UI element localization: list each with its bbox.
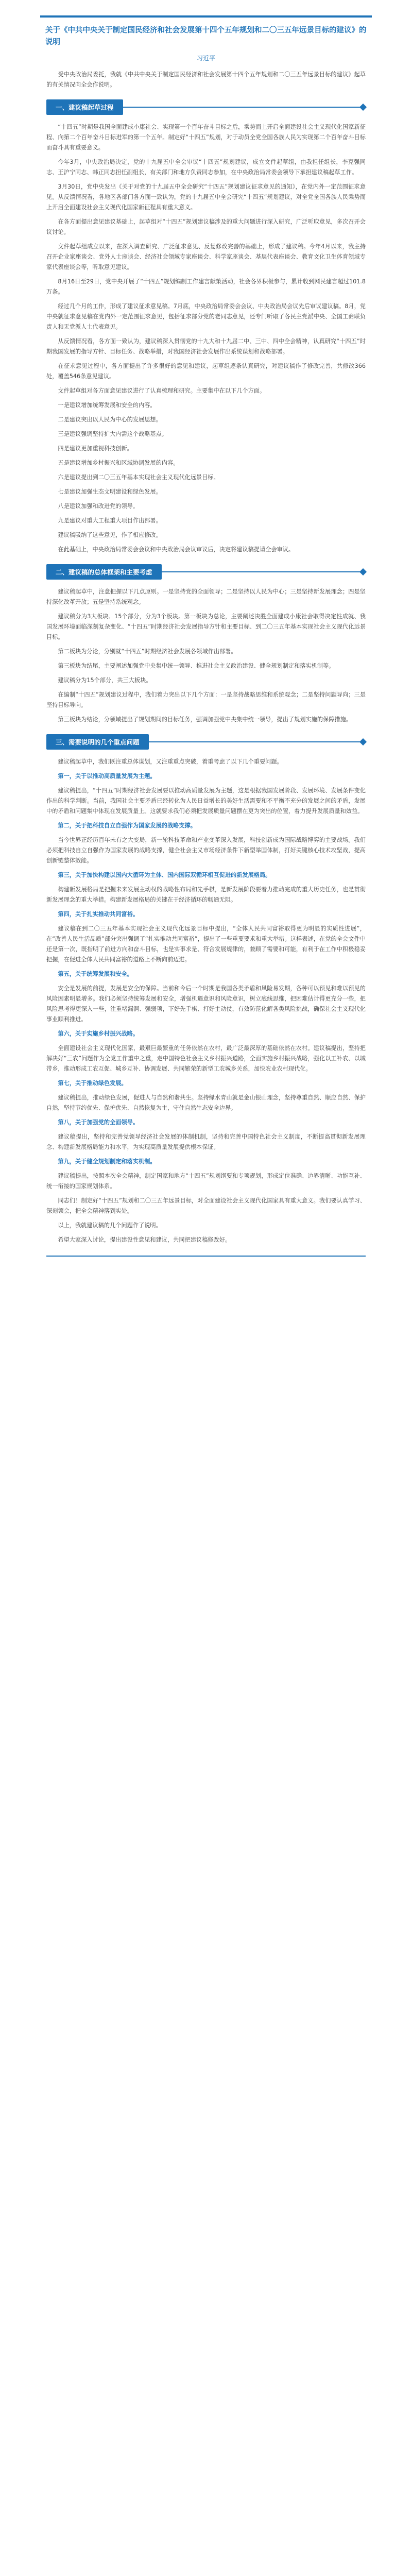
divider <box>149 741 362 742</box>
paragraph: 八是建议加强和改进党的领导。 <box>58 503 139 510</box>
paragraph: 建议稿起草中，注意把握以下几点原则。一是坚持党的全面领导；二是坚持以人民为中心；三是坚持新发展理念；四是坚持深化改革开放；五是坚持系统观念。 <box>46 588 366 605</box>
paragraph: 第六，关于实施乡村振兴战略。 <box>58 1030 139 1037</box>
paragraph: 第四，关于扎实推动共同富裕。 <box>58 911 139 918</box>
paragraph: 第三，关于加快构建以国内大循环为主体、国内国际双循环相互促进的新发展格局。 <box>58 872 271 878</box>
section-title: 三、需要说明的几个重点问题 <box>46 734 149 750</box>
paragraph: 经过几个月的工作，形成了建议征求意见稿。7月底，中央政治局常委会会议、中央政治局会议先后审议建议稿。8月，党中央就征求意见稿在党内外一定范围征求意见，包括征求部分党的老同志意见，还专门听取了各民主党派中央、全国工商联负责人和无党派人士代表意见。 <box>46 303 366 330</box>
diamond-icon <box>359 568 367 575</box>
paragraph: 在编制“十四五”规划建议过程中，我们着力突出以下几个方面：一是坚持战略思维和系统观念；二是坚持问题导向；三是坚持目标导向。 <box>46 691 366 708</box>
paragraph: 希望大家深入讨论，提出建设性意见和建议，共同把建议稿修改好。 <box>58 1236 231 1243</box>
paragraph: 以上，我就建议稿的几个问题作了说明。 <box>58 1222 162 1229</box>
author: 习近平 <box>196 55 215 62</box>
paragraph: 一是建议增加统筹发展和安全的内容。 <box>58 402 156 409</box>
paragraph: 七是建议加强生态文明建设和绿色发展。 <box>58 488 162 495</box>
divider <box>162 571 362 572</box>
paragraph: “十四五”时期是我国全面建成小康社会、实现第一个百年奋斗目标之后，乘势而上开启全面建设社会主义现代化国家新征程、向第二个百年奋斗目标进军的第一个五年。制定好“十四五”规划，对于动员全党全国各族人民为实现第二个百年奋斗目标而奋斗具有重要意义。 <box>46 124 366 151</box>
paragraph: 建议稿吸纳了这些意见，作了相应修改。 <box>58 532 162 538</box>
paragraph: 全面建设社会主义现代化国家，最艰巨最繁重的任务依然在农村，最广泛最深厚的基础依然在农村。建议稿提出，坚持把解决好“三农”问题作为全党工作重中之重，走中国特色社会主义乡村振兴道路，全面实施乡村振兴战略，强化以工补农、以城带乡，推动形成工农互促、城乡互补、协调发展、共同繁荣的新型工农城乡关系，加快农业农村现代化。 <box>46 1045 366 1072</box>
paragraph: 8月16日至29日，党中央开展了“十四五”规划编制工作建言献策活动，社会各界积极参与，累计收到网民建言超过101.8万条。 <box>46 278 366 295</box>
diamond-icon <box>359 104 367 111</box>
title-box <box>45 25 367 62</box>
top-accent-rule <box>40 15 372 18</box>
paragraph: 第二，关于把科技自立自强作为国家发展的战略支撑。 <box>58 822 196 829</box>
article-title: 关于《中共中央关于制定国民经济和社会发展第十四个五年规划和二〇三五年远景目标的建议》的说明 <box>45 26 367 46</box>
article-meta <box>45 54 367 62</box>
section-title: 一、建议稿起草过程 <box>46 99 123 115</box>
paragraph: 安全是发展的前提，发展是安全的保障。当前和今后一个时期是我国各类矛盾和风险易发期，各种可以预见和难以预见的风险因素明显增多。我们必须坚持统筹发展和安全，增强机遇意识和风险意识，树立底线思维，把困难估计得更充分一些，把风险思考得更深入一些，注重堵漏洞、强弱项，下好先手棋、打好主动仗，有效防范化解各类风险挑战，确保社会主义现代化事业顺利推进。 <box>46 985 366 1023</box>
paragraph: 建议稿提出，按照本次全会精神，制定国家和地方“十四五”规划纲要和专项规划，形成定位准确、边界清晰、功能互补、统一衔接的国家规划体系。 <box>46 1173 366 1190</box>
paragraph: 六是建议提出到二〇三五年基本实现社会主义现代化远景目标。 <box>58 474 219 481</box>
article-page <box>40 0 372 2576</box>
section-heading-1 <box>46 99 366 115</box>
paragraph: 四是建议更加重视科技创新。 <box>58 445 133 452</box>
paragraph: 在此基础上，中央政治局常委会会议和中央政治局会议审议后，决定将建议稿提请全会审议。 <box>58 546 295 553</box>
paragraph: 文件起草组成立以来，在深入调查研究、广泛征求意见、反复修改完善的基础上，形成了建议稿。今年4月以来，我主持召开企业家座谈会、党外人士座谈会、经济社会领域专家座谈会、科学家座谈会、基层代表座谈会、教育文化卫生体育领域专家代表座谈会等，听取意见建议。 <box>46 243 366 270</box>
section-heading-3 <box>46 734 366 750</box>
paragraph: 建议稿在到二〇三五年基本实现社会主义现代化远景目标中提出，“全体人民共同富裕取得更为明显的实质性进展”，在“改善人民生活品质”部分突出强调了“扎实推动共同富裕”，提出了一些重要要求和重大举措。这样表述，在党的全会文件中还是第一次，既指明了前进方向和奋斗目标，也是实事求是、符合发展规律的，兼顾了需要和可能，有利于在工作中积极稳妥把握，在促进全体人民共同富裕的道路上不断向前迈进。 <box>46 925 366 963</box>
paragraph: 第九，关于健全规划制定和落实机制。 <box>58 1158 156 1165</box>
paragraph: 建议稿分为15个部分，共三大板块。 <box>58 677 152 684</box>
section-1-body <box>46 122 366 555</box>
paragraph: 第二板块为分论，分别就“十四五”时期经济社会发展各领域作出部署。 <box>58 648 237 655</box>
paragraph: 在征求意见过程中，各方面提出了许多很好的意见和建议，起草组逐条认真研究，对建议稿作了修改完善，共修改366处，覆盖546条意见建议。 <box>46 363 366 380</box>
paragraph: 三是建议强调坚持扩大内需这个战略基点。 <box>58 431 167 437</box>
paragraph: 同志们！制定好“十四五”规划和二〇三五年远景目标，对全面建设社会主义现代化国家具有重大意义。我们要认真学习、深刻领会，把全会精神落到实处。 <box>46 1197 366 1214</box>
paragraph: 二是建议突出以人民为中心的发展思想。 <box>58 416 162 423</box>
paragraph: 建议稿分为3大板块、15个部分，分为3个板块。第一板块为总论，主要阐述决胜全面建成小康社会取得决定性成就、我国发展环境面临深刻复杂变化、“十四五”时期经济社会发展指导方针和主要目标、到二〇三五年基本实现社会主义现代化远景目标。 <box>46 613 366 640</box>
paragraph: 九是建议对重大工程重大项目作出部署。 <box>58 517 162 524</box>
paragraph: 在各方面提出意见建议基础上，起草组对“十四五”规划建议稿涉及的重大问题进行深入研究，广泛听取意见，多次召开会议讨论。 <box>46 218 366 235</box>
divider <box>123 107 362 108</box>
paragraph: 受中央政治局委托，我就《中共中央关于制定国民经济和社会发展第十四个五年规划和二〇三五年远景目标的建议》起草的有关情况向全会作说明。 <box>46 71 366 88</box>
paragraph: 构建新发展格局是把握未来发展主动权的战略性布局和先手棋，是新发展阶段要着力推动完成的重大历史任务，也是贯彻新发展理念的重大举措。构建新发展格局的关键在于经济循环的畅通无阻。 <box>46 886 366 903</box>
paragraph: 第八，关于加强党的全面领导。 <box>58 1119 139 1126</box>
paragraph: 建议稿提出，坚持和完善党领导经济社会发展的体制机制，坚持和完善中国特色社会主义制度，不断提高贯彻新发展理念、构建新发展格局能力和水平，为实现高质量发展提供根本保证。 <box>46 1133 366 1150</box>
paragraph: 五是建议增加乡村振兴和区域协调发展的内容。 <box>58 460 179 466</box>
diamond-icon <box>359 738 367 745</box>
paragraph: 从反馈情况看，各方面一致认为，建议稿深入贯彻党的十九大和十九届二中、三中、四中全会精神，认真研究“十四五”时期我国发展的指导方针、目标任务、战略举措，对我国经济社会发展作出系统谋划和战略部署。 <box>46 338 366 355</box>
intro <box>46 70 366 90</box>
paragraph: 3月30日，党中央发出《关于对党的十九届五中全会研究“十四五”规划建议征求意见的通知》，在党内外一定范围征求意见。从反馈情况看，各地区各部门各方面一致认为，党的十九届五中全会研究“十四五”规划建议，对全党全国各族人民乘势而上开启全面建设社会主义现代化国家新征程具有重大意义。 <box>46 183 366 211</box>
section-title: 二、建议稿的总体框架和主要考虑 <box>46 564 162 580</box>
section-2-body <box>46 587 366 725</box>
paragraph: 建议稿提出，“十四五”时期经济社会发展要以推动高质量发展为主题，这是根据我国发展阶段、发展环境、发展条件变化作出的科学判断。当前，我国社会主要矛盾已经转化为人民日益增长的美好生活需要和不平衡不充分的发展之间的矛盾，发展中的矛盾和问题集中体现在发展质量上。这就要求我们必须把发展质量问题摆在更为突出的位置，着力提升发展质量和效益。 <box>46 787 366 815</box>
paragraph: 第五，关于统筹发展和安全。 <box>58 971 133 977</box>
section-3-body <box>46 757 366 1245</box>
paragraph: 第三板块为结论，分领域提出了规划期间的目标任务，强调加强党中央集中统一领导，提出了规划实施的保障措施。 <box>58 716 352 723</box>
paragraph: 第七，关于推动绿色发展。 <box>58 1080 127 1087</box>
paragraph: 当今世界正经历百年未有之大变局，新一轮科技革命和产业变革深入发展，科技创新成为国际战略博弈的主要战场。我们必须把科技自立自强作为国家发展的战略支撑，健全社会主义市场经济条件下新型举国体制，打好关键核心技术攻坚战，提高创新链整体效能。 <box>46 837 366 864</box>
paragraph: 文件起草组对各方面意见建议进行了认真梳理和研究。主要集中在以下几个方面。 <box>58 387 266 394</box>
article-content <box>46 70 366 1245</box>
paragraph: 建议稿提出，推动绿色发展，促进人与自然和谐共生。坚持绿水青山就是金山银山理念，坚持尊重自然、顺应自然、保护自然，坚持节约优先、保护优先、自然恢复为主，守住自然生态安全边界。 <box>46 1094 366 1111</box>
end-rule <box>46 1256 366 1257</box>
paragraph: 今年3月，中央政治局决定，党的十九届五中全会审议“十四五”规划建议，成立文件起草组，由我担任组长，李克强同志、王沪宁同志、韩正同志担任副组长，有关部门和地方负责同志参加，在中央政治局常委会领导下承担建议稿起草工作。 <box>46 159 366 176</box>
paragraph: 建议稿起草中，我们既注重总体谋划，又注重重点突破，着重考虑了以下几个重要问题。 <box>58 758 283 765</box>
section-heading-2 <box>46 564 366 580</box>
paragraph: 第三板块为结尾，主要阐述加强党中央集中统一领导、推进社会主义政治建设、健全规划制定和落实机制等。 <box>58 663 335 669</box>
paragraph: 第一，关于以推动高质量发展为主题。 <box>58 773 156 779</box>
